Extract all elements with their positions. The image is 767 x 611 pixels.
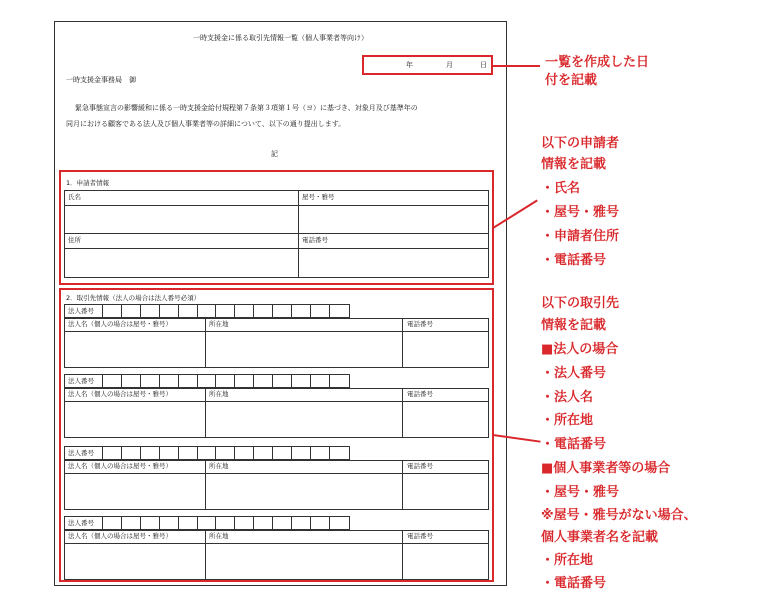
col-partner-phone: 電話番号 bbox=[407, 462, 433, 470]
corp-number-digit-cell bbox=[272, 304, 273, 318]
date-month: 月 bbox=[446, 61, 453, 69]
ann-partners-10: ※屋号・雅号がない場合、 bbox=[541, 508, 697, 523]
corp-number-digit-cell bbox=[140, 304, 141, 318]
ann-partners-9: ・屋号・雅号 bbox=[541, 485, 620, 500]
col-partner-phone: 電話番号 bbox=[407, 320, 433, 328]
partner-table-divider bbox=[64, 401, 489, 402]
corp-number-digit-cell bbox=[215, 516, 216, 530]
col-partner-phone: 電話番号 bbox=[407, 532, 433, 540]
ann-partners-3: ■法人の場合 bbox=[541, 342, 619, 357]
date-day: 日 bbox=[480, 61, 487, 69]
corp-number-digit-cell bbox=[121, 446, 122, 460]
label-trade-name: 屋号・雅号 bbox=[302, 193, 335, 201]
corp-number-row bbox=[64, 374, 350, 388]
corp-number-digit-cell bbox=[310, 304, 311, 318]
corp-number-digit-cell bbox=[121, 516, 122, 530]
applicant-table bbox=[64, 190, 489, 278]
ann-applicant-3: ・氏名 bbox=[541, 181, 581, 196]
corp-number-row bbox=[64, 304, 350, 318]
corp-number-digit-cell bbox=[291, 304, 292, 318]
corp-number-digit-cell bbox=[178, 374, 179, 388]
corp-number-digit-cell bbox=[197, 374, 198, 388]
corp-number-digit-cell bbox=[197, 516, 198, 530]
section2-heading: 2．取引先情報（法人の場合は法人番号必須） bbox=[66, 294, 201, 302]
col-partner-address: 所在地 bbox=[209, 462, 229, 470]
leader-date bbox=[493, 65, 540, 67]
corp-number-digit-cell bbox=[102, 516, 103, 530]
corp-number-digit-cell bbox=[234, 374, 235, 388]
corp-number-digit-cell bbox=[291, 374, 292, 388]
ann-partners-12: ・所在地 bbox=[541, 553, 594, 568]
corp-number-digit-cell bbox=[329, 374, 330, 388]
corp-number-digit-cell bbox=[310, 516, 311, 530]
ann-applicant-5: ・申請者住所 bbox=[541, 229, 620, 244]
corp-number-digit-cell bbox=[159, 304, 160, 318]
corp-number-label: 法人番号 bbox=[68, 307, 94, 315]
corp-number-digit-cell bbox=[178, 304, 179, 318]
corp-number-digit-cell bbox=[102, 374, 103, 388]
corp-number-digit-cell bbox=[215, 446, 216, 460]
ann-partners-2: 情報を記載 bbox=[541, 318, 607, 333]
addressee: 一時支援金事務局 御 bbox=[66, 76, 136, 84]
corp-number-digit-cell bbox=[140, 516, 141, 530]
partner-col-divider bbox=[205, 460, 206, 510]
partner-col-divider bbox=[402, 530, 403, 580]
corp-number-digit-cell bbox=[272, 516, 273, 530]
corp-number-digit-cell bbox=[253, 304, 254, 318]
corp-number-digit-cell bbox=[329, 516, 330, 530]
ann-applicant-6: ・電話番号 bbox=[541, 253, 607, 268]
partner-col-divider bbox=[205, 388, 206, 438]
corp-number-digit-cell bbox=[121, 304, 122, 318]
corp-number-digit-cell bbox=[197, 304, 198, 318]
corp-number-digit-cell bbox=[215, 374, 216, 388]
col-partner-phone: 電話番号 bbox=[407, 390, 433, 398]
corp-number-digit-cell bbox=[121, 374, 122, 388]
ki-mark: 記 bbox=[271, 150, 278, 158]
ann-date-2: 付を記載 bbox=[545, 73, 598, 88]
col-partner-name: 法人名（個人の場合は屋号・雅号） bbox=[68, 532, 172, 540]
corp-number-digit-cell bbox=[159, 516, 160, 530]
ann-applicant-4: ・屋号・雅号 bbox=[541, 205, 620, 220]
partner-table-divider bbox=[64, 473, 489, 474]
ann-partners-11: 個人事業者名を記載 bbox=[541, 530, 659, 545]
corp-number-digit-cell bbox=[140, 374, 141, 388]
corp-number-digit-cell bbox=[234, 516, 235, 530]
corp-number-digit-cell bbox=[178, 446, 179, 460]
corp-number-digit-cell bbox=[234, 304, 235, 318]
corp-number-digit-cell bbox=[329, 304, 330, 318]
corp-number-digit-cell bbox=[329, 446, 330, 460]
corp-number-digit-cell bbox=[178, 516, 179, 530]
corp-number-row bbox=[64, 516, 350, 530]
body-line-1: 緊急事態宣言の影響緩和に係る一時支援金給付規程第７条第３項第１号（ヨ）に基づき、対象月及び基準年の bbox=[75, 104, 418, 112]
corp-number-digit-cell bbox=[102, 304, 103, 318]
ann-date-1: 一覧を作成した日 bbox=[545, 55, 650, 70]
body-line-2: 同月における顧客である法人及び個人事業者等の詳細について、以下の通り提出します。 bbox=[66, 120, 346, 128]
col-partner-name: 法人名（個人の場合は屋号・雅号） bbox=[68, 462, 172, 470]
partner-table-divider bbox=[64, 331, 489, 332]
col-partner-address: 所在地 bbox=[209, 532, 229, 540]
corp-number-digit-cell bbox=[310, 446, 311, 460]
ann-partners-1: 以下の取引先 bbox=[541, 296, 620, 311]
corp-number-label: 法人番号 bbox=[68, 519, 94, 527]
corp-number-digit-cell bbox=[272, 374, 273, 388]
corp-number-digit-cell bbox=[215, 304, 216, 318]
corp-number-digit-cell bbox=[291, 446, 292, 460]
ann-partners-13: ・電話番号 bbox=[541, 576, 607, 591]
corp-number-digit-cell bbox=[310, 374, 311, 388]
corp-number-label: 法人番号 bbox=[68, 377, 94, 385]
label-name: 氏名 bbox=[68, 193, 81, 201]
corp-number-row bbox=[64, 446, 350, 460]
corp-number-digit-cell bbox=[253, 374, 254, 388]
date-year: 年 bbox=[406, 61, 413, 69]
col-partner-address: 所在地 bbox=[209, 320, 229, 328]
corp-number-digit-cell bbox=[253, 516, 254, 530]
label-phone: 電話番号 bbox=[302, 236, 328, 244]
col-partner-name: 法人名（個人の場合は屋号・雅号） bbox=[68, 320, 172, 328]
corp-number-digit-cell bbox=[159, 446, 160, 460]
ann-applicant-2: 情報を記載 bbox=[541, 157, 607, 172]
ann-partners-4: ・法人番号 bbox=[541, 366, 607, 381]
partner-col-divider bbox=[205, 318, 206, 368]
corp-number-digit-cell bbox=[159, 374, 160, 388]
partner-col-divider bbox=[402, 388, 403, 438]
label-address: 住所 bbox=[68, 236, 81, 244]
col-partner-address: 所在地 bbox=[209, 390, 229, 398]
corp-number-label: 法人番号 bbox=[68, 449, 94, 457]
ann-partners-8: ■個人事業者等の場合 bbox=[541, 461, 671, 476]
ann-partners-5: ・法人名 bbox=[541, 390, 594, 405]
partner-col-divider bbox=[402, 318, 403, 368]
corp-number-digit-cell bbox=[140, 446, 141, 460]
corp-number-digit-cell bbox=[291, 516, 292, 530]
corp-number-digit-cell bbox=[102, 446, 103, 460]
ann-partners-6: ・所在地 bbox=[541, 413, 594, 428]
ann-partners-7: ・電話番号 bbox=[541, 437, 607, 452]
partner-table-divider bbox=[64, 543, 489, 544]
ann-applicant-1: 以下の申請者 bbox=[541, 136, 620, 151]
form-title: 一時支援金に係る取引先情報一覧（個人事業者等向け） bbox=[193, 34, 368, 42]
corp-number-digit-cell bbox=[197, 446, 198, 460]
date-highlight-box bbox=[362, 55, 493, 75]
col-partner-name: 法人名（個人の場合は屋号・雅号） bbox=[68, 390, 172, 398]
partner-col-divider bbox=[205, 530, 206, 580]
corp-number-digit-cell bbox=[272, 446, 273, 460]
corp-number-digit-cell bbox=[253, 446, 254, 460]
partner-col-divider bbox=[402, 460, 403, 510]
section1-heading: 1．申請者情報 bbox=[66, 179, 110, 187]
corp-number-digit-cell bbox=[234, 446, 235, 460]
